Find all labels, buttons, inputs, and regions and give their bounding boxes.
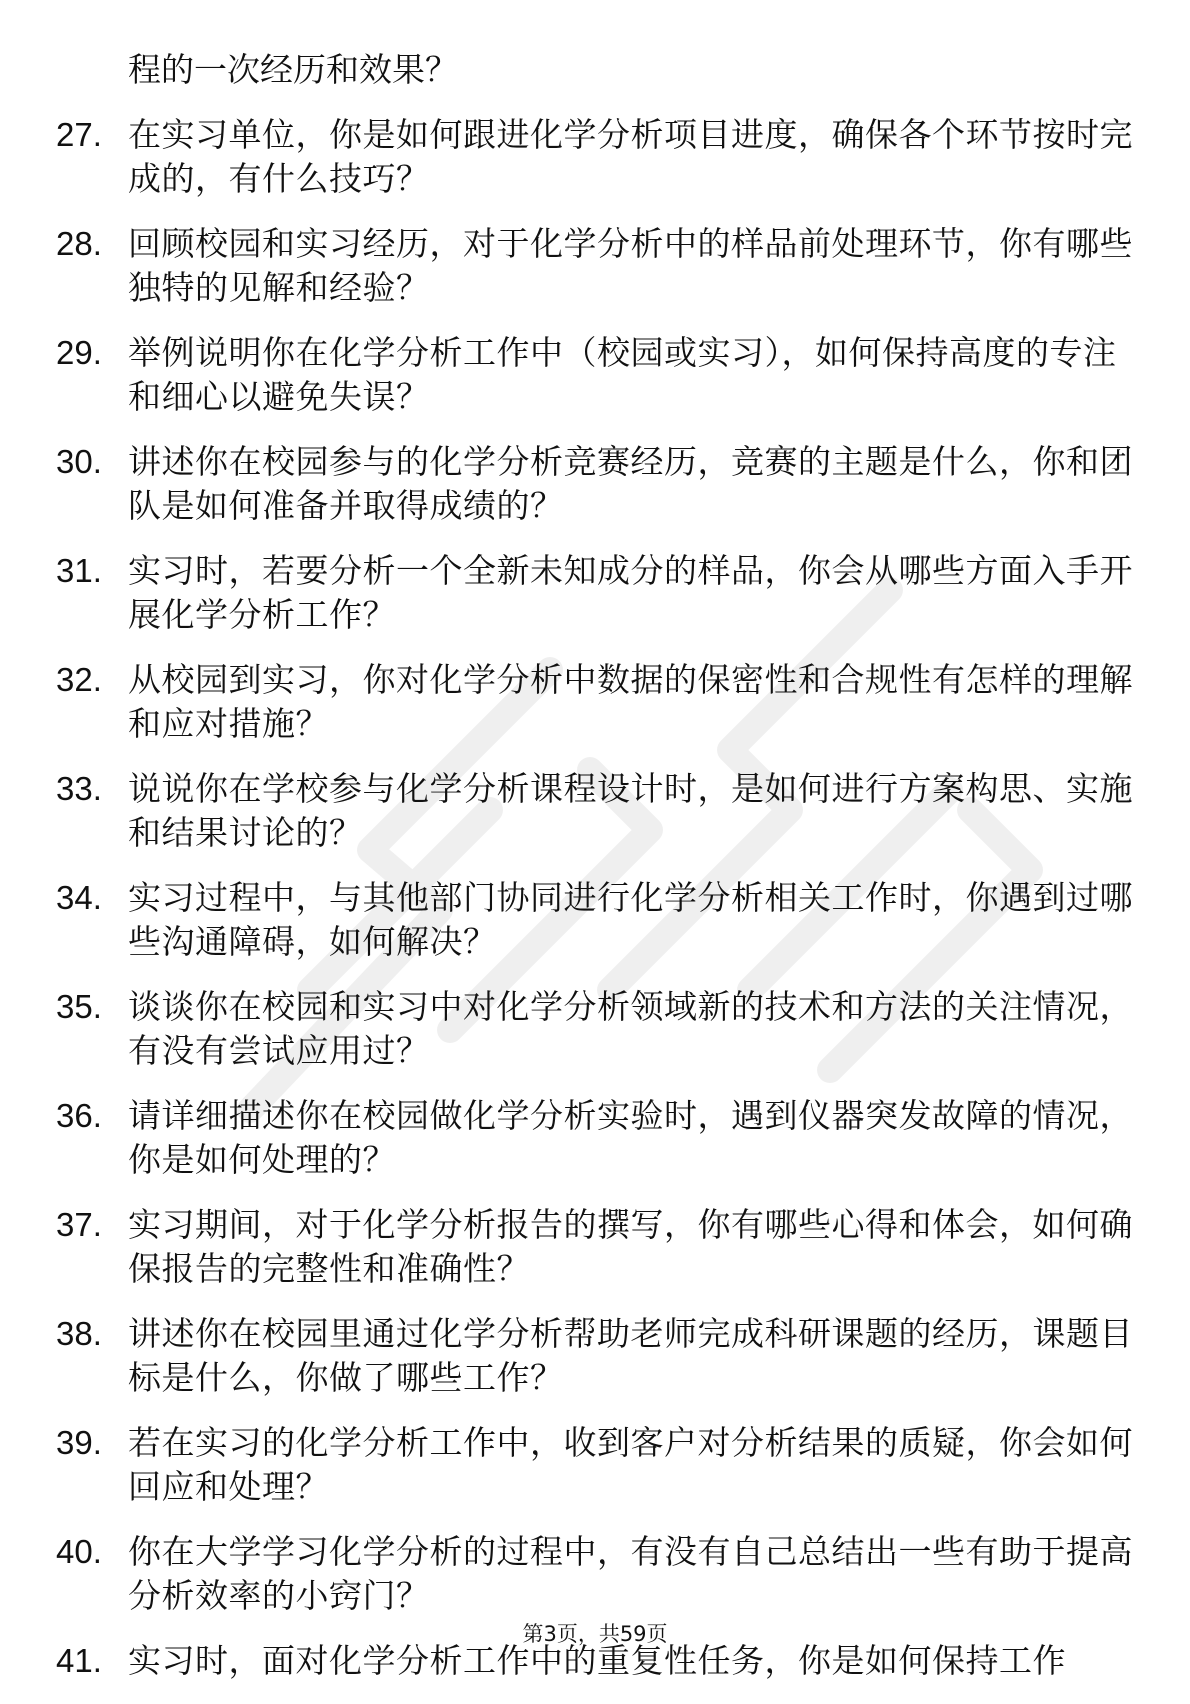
question-list xyxy=(56,48,1136,1704)
question-item xyxy=(56,876,1136,964)
question-text: 实习时，面对化学分析工作中的重复性任务，你是如何保持工作 xyxy=(128,1641,1066,1680)
question-item xyxy=(56,1203,1136,1291)
question-number: 30. xyxy=(56,443,102,480)
question-text: 说说你在学校参与化学分析课程设计时，是如何进行方案构思、实施和结果讨论的？ xyxy=(128,769,1133,852)
question-number: 29. xyxy=(56,334,102,371)
page-number-footer: 第3页，共59页 xyxy=(522,1622,668,1646)
question-number: 31. xyxy=(56,552,102,589)
question-number: 39. xyxy=(56,1424,102,1461)
question-item xyxy=(56,1312,1136,1400)
question-text: 实习时，若要分析一个全新未知成分的样品，你会从哪些方面入手开展化学分析工作？ xyxy=(128,551,1133,634)
question-number: 37. xyxy=(56,1206,102,1243)
question-item xyxy=(56,113,1136,201)
question-text: 你在大学学习化学分析的过程中，有没有自己总结出一些有助于提高分析效率的小窍门？ xyxy=(128,1532,1133,1615)
question-item xyxy=(56,331,1136,419)
question-text: 若在实习的化学分析工作中，收到客户对分析结果的质疑，你会如何回应和处理？ xyxy=(128,1423,1133,1506)
question-number: 27. xyxy=(56,116,102,153)
question-number: 28. xyxy=(56,225,102,262)
question-text: 讲述你在校园参与的化学分析竞赛经历，竞赛的主题是什么，你和团队是如何准备并取得成绩的？ xyxy=(128,442,1133,525)
question-item xyxy=(56,767,1136,855)
question-item xyxy=(56,222,1136,310)
question-number: 35. xyxy=(56,988,102,1025)
question-number: 32. xyxy=(56,661,102,698)
question-number: 40. xyxy=(56,1533,102,1570)
question-text: 讲述你在校园里通过化学分析帮助老师完成科研课题的经历，课题目标是什么，你做了哪些工作？ xyxy=(128,1314,1133,1397)
continuation-text: 程的一次经历和效果？ xyxy=(128,50,458,89)
question-item xyxy=(56,1530,1136,1618)
question-text: 实习期间，对于化学分析报告的撰写，你有哪些心得和体会，如何确保报告的完整性和准确性？ xyxy=(128,1205,1133,1288)
question-item xyxy=(56,549,1136,637)
question-text: 从校园到实习，你对化学分析中数据的保密性和合规性有怎样的理解和应对措施？ xyxy=(128,660,1133,743)
question-item xyxy=(56,440,1136,528)
question-text: 请详细描述你在校园做化学分析实验时，遇到仪器突发故障的情况，你是如何处理的？ xyxy=(128,1096,1133,1179)
question-number: 38. xyxy=(56,1315,102,1352)
question-item xyxy=(56,1421,1136,1509)
question-number: 33. xyxy=(56,770,102,807)
question-text: 回顾校园和实习经历，对于化学分析中的样品前处理环节，你有哪些独特的见解和经验？ xyxy=(128,224,1133,307)
question-number: 41. xyxy=(56,1642,102,1679)
question-number: 34. xyxy=(56,879,102,916)
question-item xyxy=(56,1094,1136,1182)
question-text: 实习过程中，与其他部门协同进行化学分析相关工作时，你遇到过哪些沟通障碍，如何解决？ xyxy=(128,878,1133,961)
question-text: 谈谈你在校园和实习中对化学分析领域新的技术和方法的关注情况，有没有尝试应用过？ xyxy=(128,987,1133,1070)
question-item xyxy=(56,658,1136,746)
question-text: 举例说明你在化学分析工作中（校园或实习），如何保持高度的专注和细心以避免失误？ xyxy=(128,333,1117,416)
question-number: 36. xyxy=(56,1097,102,1134)
question-item xyxy=(56,985,1136,1073)
question-text: 在实习单位，你是如何跟进化学分析项目进度，确保各个环节按时完成的，有什么技巧？ xyxy=(128,115,1133,198)
